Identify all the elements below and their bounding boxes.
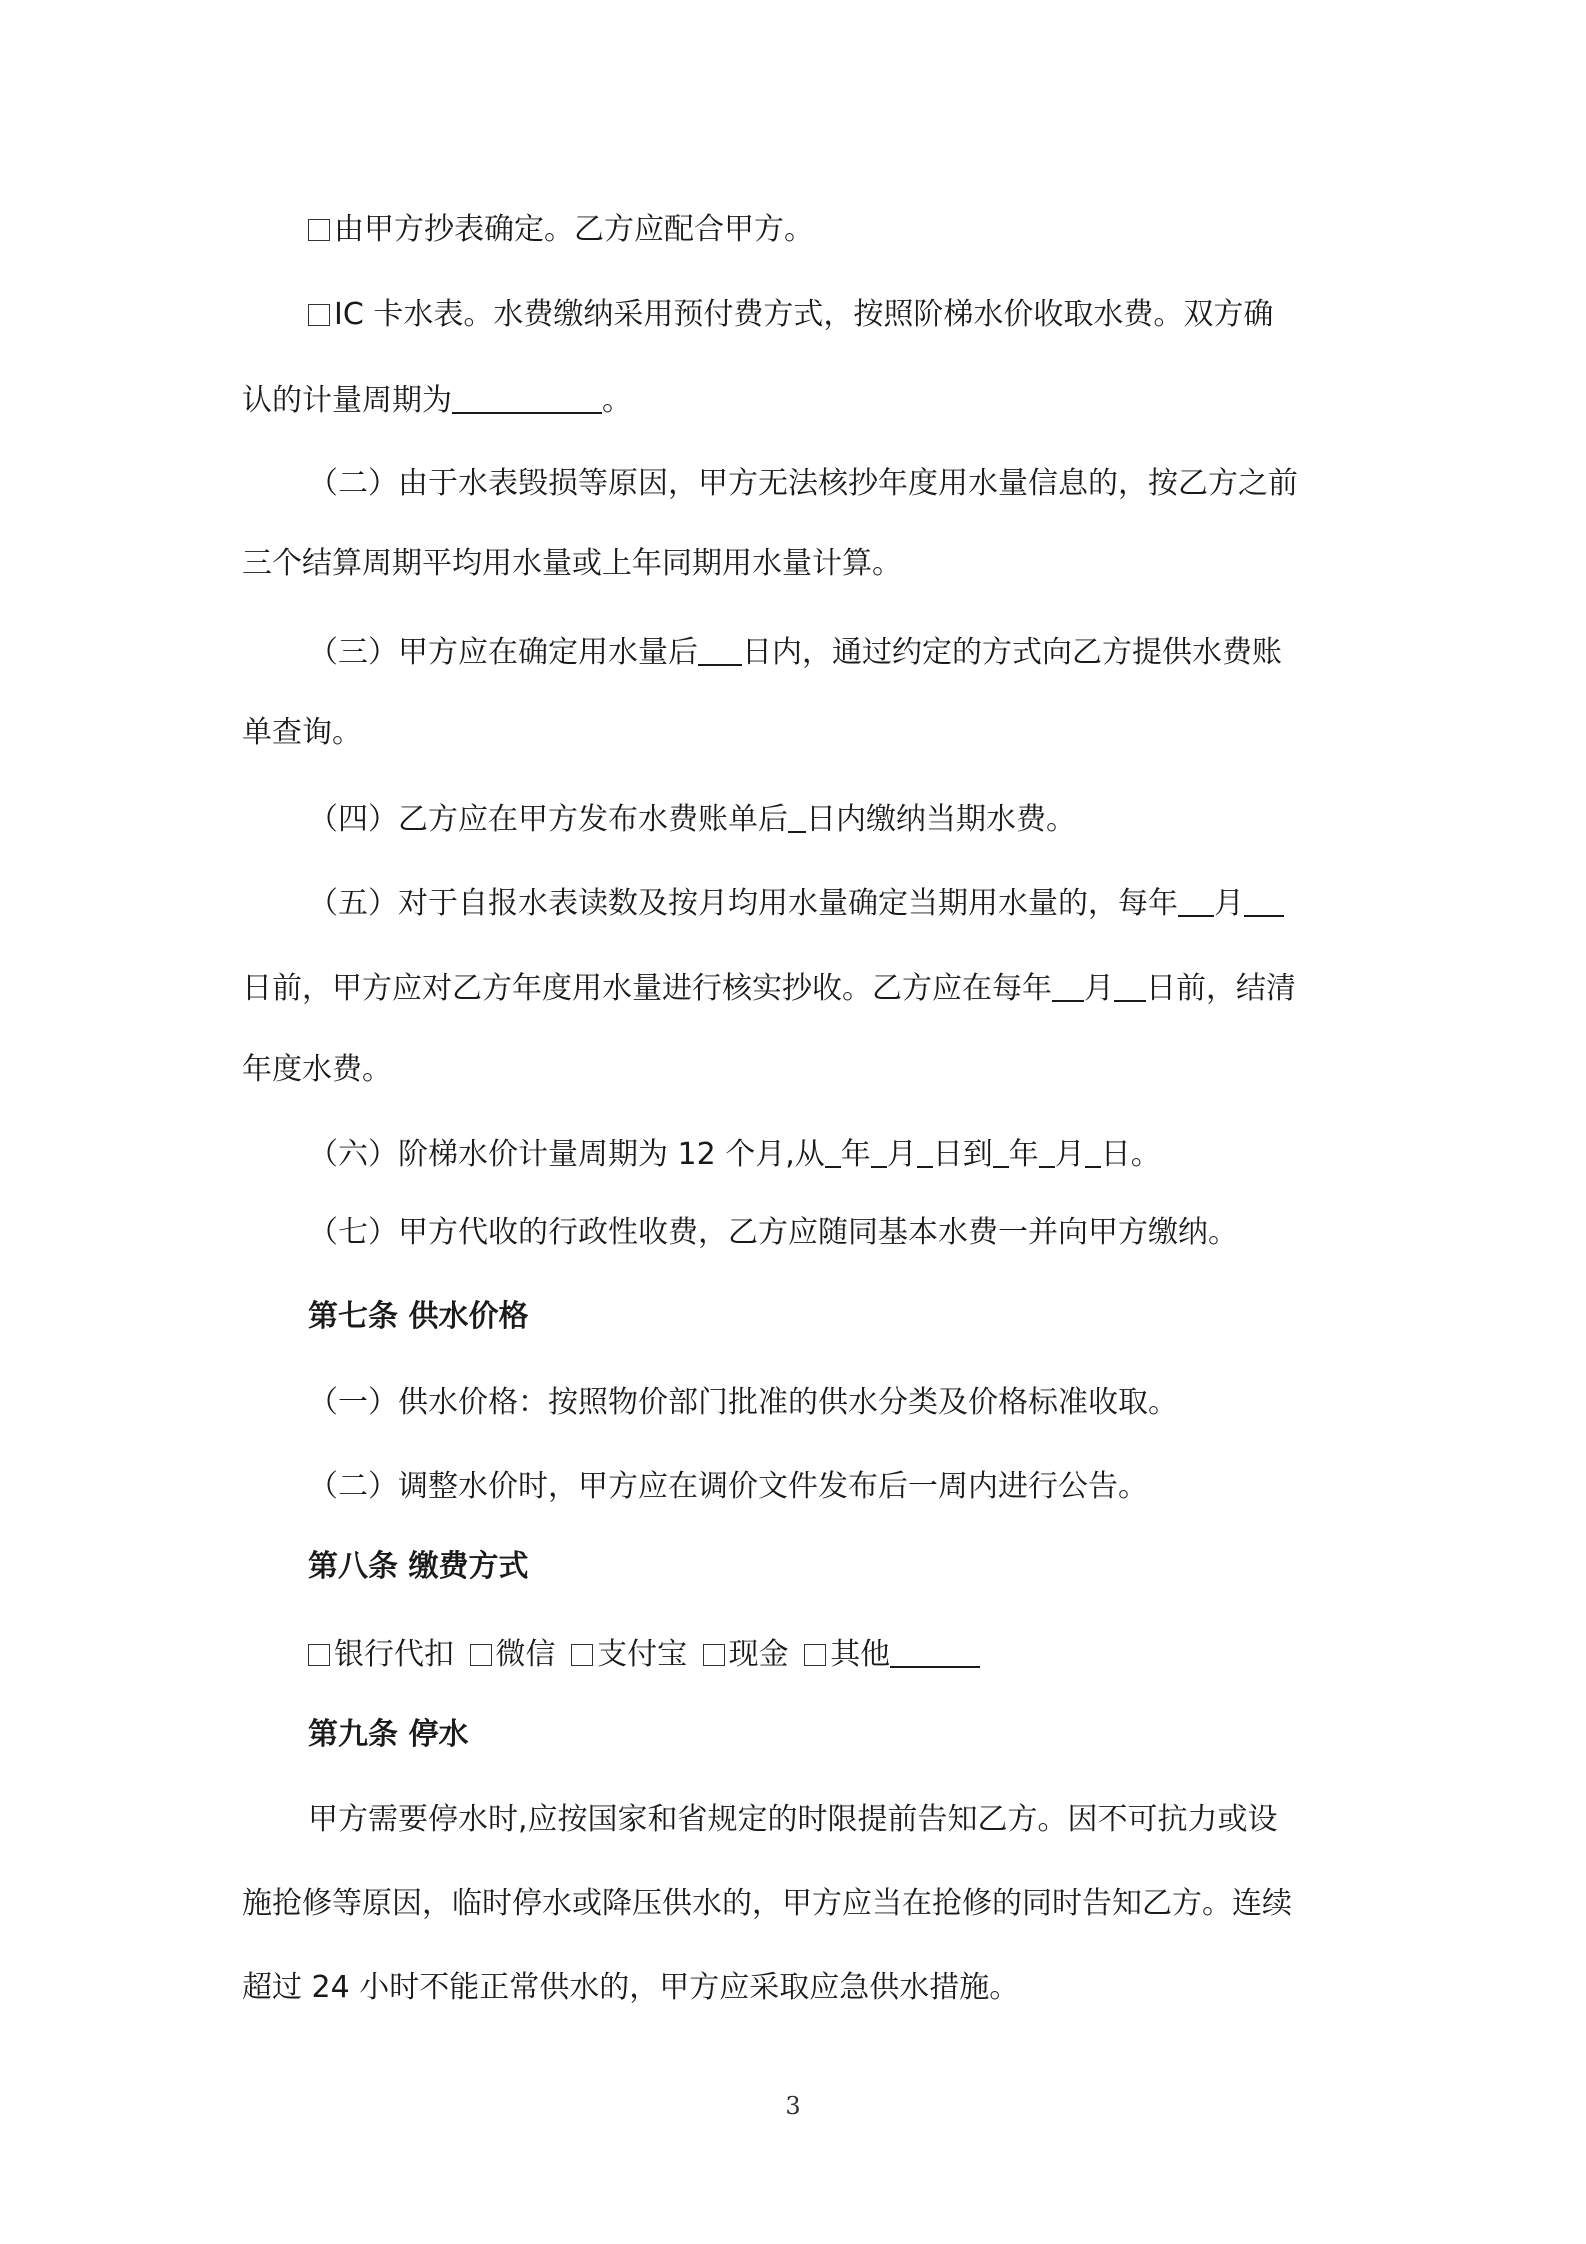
section-heading-9: 第九条 停水 — [308, 1717, 469, 1752]
checkbox-wechat[interactable] — [470, 1644, 492, 1666]
checkbox-alipay[interactable] — [571, 1644, 593, 1666]
paragraph-line: （七）甲方代收的行政性收费，乙方应随同基本水费一并向甲方缴纳。 — [308, 1215, 1238, 1250]
paragraph-line: 甲方需要停水时,应按国家和省规定的时限提前告知乙方。因不可抗力或设 — [308, 1802, 1278, 1837]
option-ic-card: IC 卡水表。水费缴纳采用预付费方式，按照阶梯水价收取水费。双方确 — [308, 295, 1273, 335]
blank-field[interactable] — [825, 1136, 841, 1168]
checkbox[interactable] — [308, 219, 330, 241]
paragraph-line: （四）乙方应在甲方发布水费账单后 日内缴纳当期水费。 — [308, 802, 1076, 837]
paragraph-line: （一）供水价格：按照物价部门批准的供水分类及价格标准收取。 — [308, 1385, 1178, 1420]
paragraph-line: 认的计量周期为 。 — [242, 383, 632, 418]
paragraph-line: 日前，甲方应对乙方年度用水量进行核实抄收。乙方应在每年 月 日前，结清 — [242, 971, 1296, 1006]
paragraph-line: 施抢修等原因，临时停水或降压供水的，甲方应当在抢修的同时告知乙方。连续 — [242, 1886, 1292, 1921]
paragraph-line: （二）由于水表毁损等原因，甲方无法核抄年度用水量信息的，按乙方之前 — [308, 466, 1298, 501]
checkbox-cash[interactable] — [703, 1644, 725, 1666]
paragraph-line: （六）阶梯水价计量周期为 12 个月,从 年 月 日到 年 月 日。 — [308, 1137, 1161, 1172]
blank-field[interactable] — [1039, 1136, 1055, 1168]
paragraph-line: 三个结算周期平均用水量或上年同期用水量计算。 — [242, 546, 902, 581]
paragraph-line: （五）对于自报水表读数及按月均用水量确定当期用水量的，每年 月 — [308, 884, 1284, 924]
blank-field[interactable] — [890, 1636, 980, 1668]
blank-field[interactable] — [452, 382, 602, 414]
blank-field[interactable] — [788, 801, 806, 833]
paragraph-line: 单查询。 — [242, 715, 362, 750]
blank-field[interactable] — [1052, 970, 1084, 1002]
checkbox-bank[interactable] — [308, 1644, 330, 1666]
blank-field[interactable] — [1114, 970, 1146, 1002]
blank-field[interactable] — [993, 1136, 1009, 1168]
paragraph-line: 年度水费。 — [242, 1052, 392, 1087]
section-heading-8: 第八条 缴费方式 — [308, 1549, 529, 1584]
page-number: 3 — [785, 2092, 801, 2120]
blank-field[interactable] — [1244, 885, 1284, 917]
paragraph-line: （二）调整水价时，甲方应在调价文件发布后一周内进行公告。 — [308, 1469, 1148, 1504]
blank-field[interactable] — [1178, 885, 1214, 917]
checkbox[interactable] — [308, 304, 330, 326]
checkbox-other[interactable] — [804, 1644, 826, 1666]
paragraph-line: 超过 24 小时不能正常供水的，甲方应采取应急供水措施。 — [242, 1970, 1020, 2005]
blank-field[interactable] — [1085, 1136, 1101, 1168]
blank-field[interactable] — [871, 1136, 887, 1168]
blank-field[interactable] — [698, 634, 742, 666]
section-heading-7: 第七条 供水价格 — [308, 1299, 529, 1334]
option-meter-reading: 由甲方抄表确定。乙方应配合甲方。 — [308, 210, 814, 250]
payment-options: 银行代扣 微信 支付宝 现金 其他 — [308, 1635, 980, 1675]
paragraph-line: （三）甲方应在确定用水量后 日内，通过约定的方式向乙方提供水费账 — [308, 635, 1282, 670]
blank-field[interactable] — [917, 1136, 933, 1168]
